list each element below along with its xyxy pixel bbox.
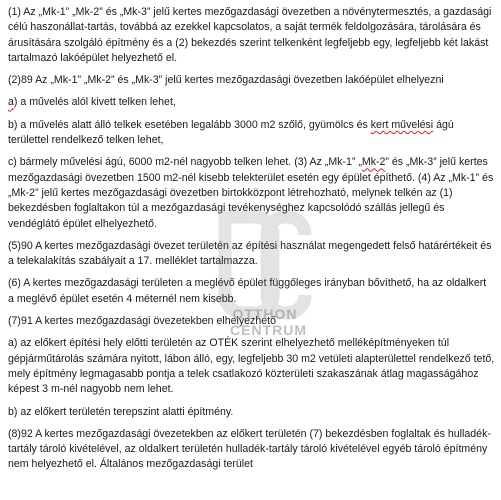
text-run: ágú területtel rendelkező telken lehet, [8, 118, 454, 147]
watermark-line-1: OTTHON [232, 306, 298, 322]
text-run: (7)91 A kertes mezőgazdasági övezetekben elhelyezhető [8, 315, 276, 328]
spellcheck-flagged-text: a [8, 96, 14, 109]
text-run: ) a művelés alól kivett telken lehet, [13, 96, 176, 109]
paragraph [8, 239, 495, 270]
watermark-text [230, 306, 307, 338]
text-run: c) bármely művelési ágú, 6000 m2-nél nagyobb telken lehet. (3) Az „Mk-1” „ [8, 156, 362, 169]
paragraph [8, 427, 495, 473]
text-run: (5)90 A kertes mezőgazdasági övezet területén az építési használat megengedett felső határértékeit és a telekalakítás szabályait a 17. melléklet tartalmazza. [8, 239, 492, 268]
spellcheck-flagged-text: Mk-2 [361, 156, 386, 169]
text-run: b) az előkert területén terepszint alatti építmény. [8, 405, 234, 418]
paragraph [8, 118, 495, 149]
watermark-line-2: CENTRUM [230, 322, 307, 338]
paragraph [8, 336, 495, 397]
text-run: (8)92 A kertes mezőgazdasági övezetekben az előkert területén (7) bekezdésben foglaltak és hulladék-tartály tároló kivételével, az oldalkert területén hulladék-tartály tároló kivételével egyéb tároló építmény nem helyezhető el. Általános mezőgazdasági terület [8, 427, 491, 471]
text-run: (1) Az „Mk-1” „Mk-2” és „Mk-3” jelű kertes mezőgazdasági övezetben a növénytermesztés, a gazdasági célú haszonállat-tartás, továbbá az ezekkel kapcsolatos, a saját termék feldolgozására, tárolására és árusítására szolgáló építmény és a (2) bekezdés szerint telkenként legfeljebb egy, legfeljebb két lakást tartalmazó lakóépület helyezhető el. [8, 6, 492, 64]
text-run: ” és „Mk-3” jelű kertes mezőgazdasági övezetben 1500 m2-nél kisebb telekterület esetén egy épület építhető. (4) Az „Mk-1” és „Mk-2” jelű kertes mezőgazdasági övezetben birtokközpont létrehozható, melynek telkén az (1) bekezdésben foglaltakon túl a mezőgazdasági tevékenységhez kapcsolódó szállás jellegű és vendéglátó épület elhelyezhető. [8, 156, 494, 230]
text-run: (6) A kertes mezőgazdasági területen a meglévő épület függőleges irányban bővíthető, ha az oldalkert a meglévő épület esetén 4 méternél nem kisebb. [8, 277, 487, 305]
spellcheck-flagged-text: kert művelési [370, 118, 434, 131]
paragraph [8, 73, 495, 88]
paragraph [8, 5, 495, 66]
text-run: (2)89 Az „Mk-1” „Mk-2” és „Mk-3” jelű kertes mezőgazdasági övezetben lakóépület elhelyezni [8, 74, 444, 87]
paragraph [8, 155, 495, 231]
paragraph [8, 405, 495, 420]
text-run: b) a művelés alatt álló telkek esetében legalább 3000 m2 szőlő, gyümölcs és [8, 118, 371, 131]
document-body [8, 5, 495, 480]
paragraph [8, 95, 495, 110]
paragraph [8, 276, 495, 307]
text-run: a) az előkert építési hely előtti területén az OTÉK szerint elhelyezhető melléképítményeken túl gépjárműtárolás számára nyitott, lábon álló, egy, legfeljebb 30 m2 vetületi alapterülettel rendelkező tető, mely építmény legmagasabb pontja a telek csatlakozó közterületi szakaszának átlag magasságához képest 3 m-nél nagyobb nem lehet. [8, 337, 495, 396]
